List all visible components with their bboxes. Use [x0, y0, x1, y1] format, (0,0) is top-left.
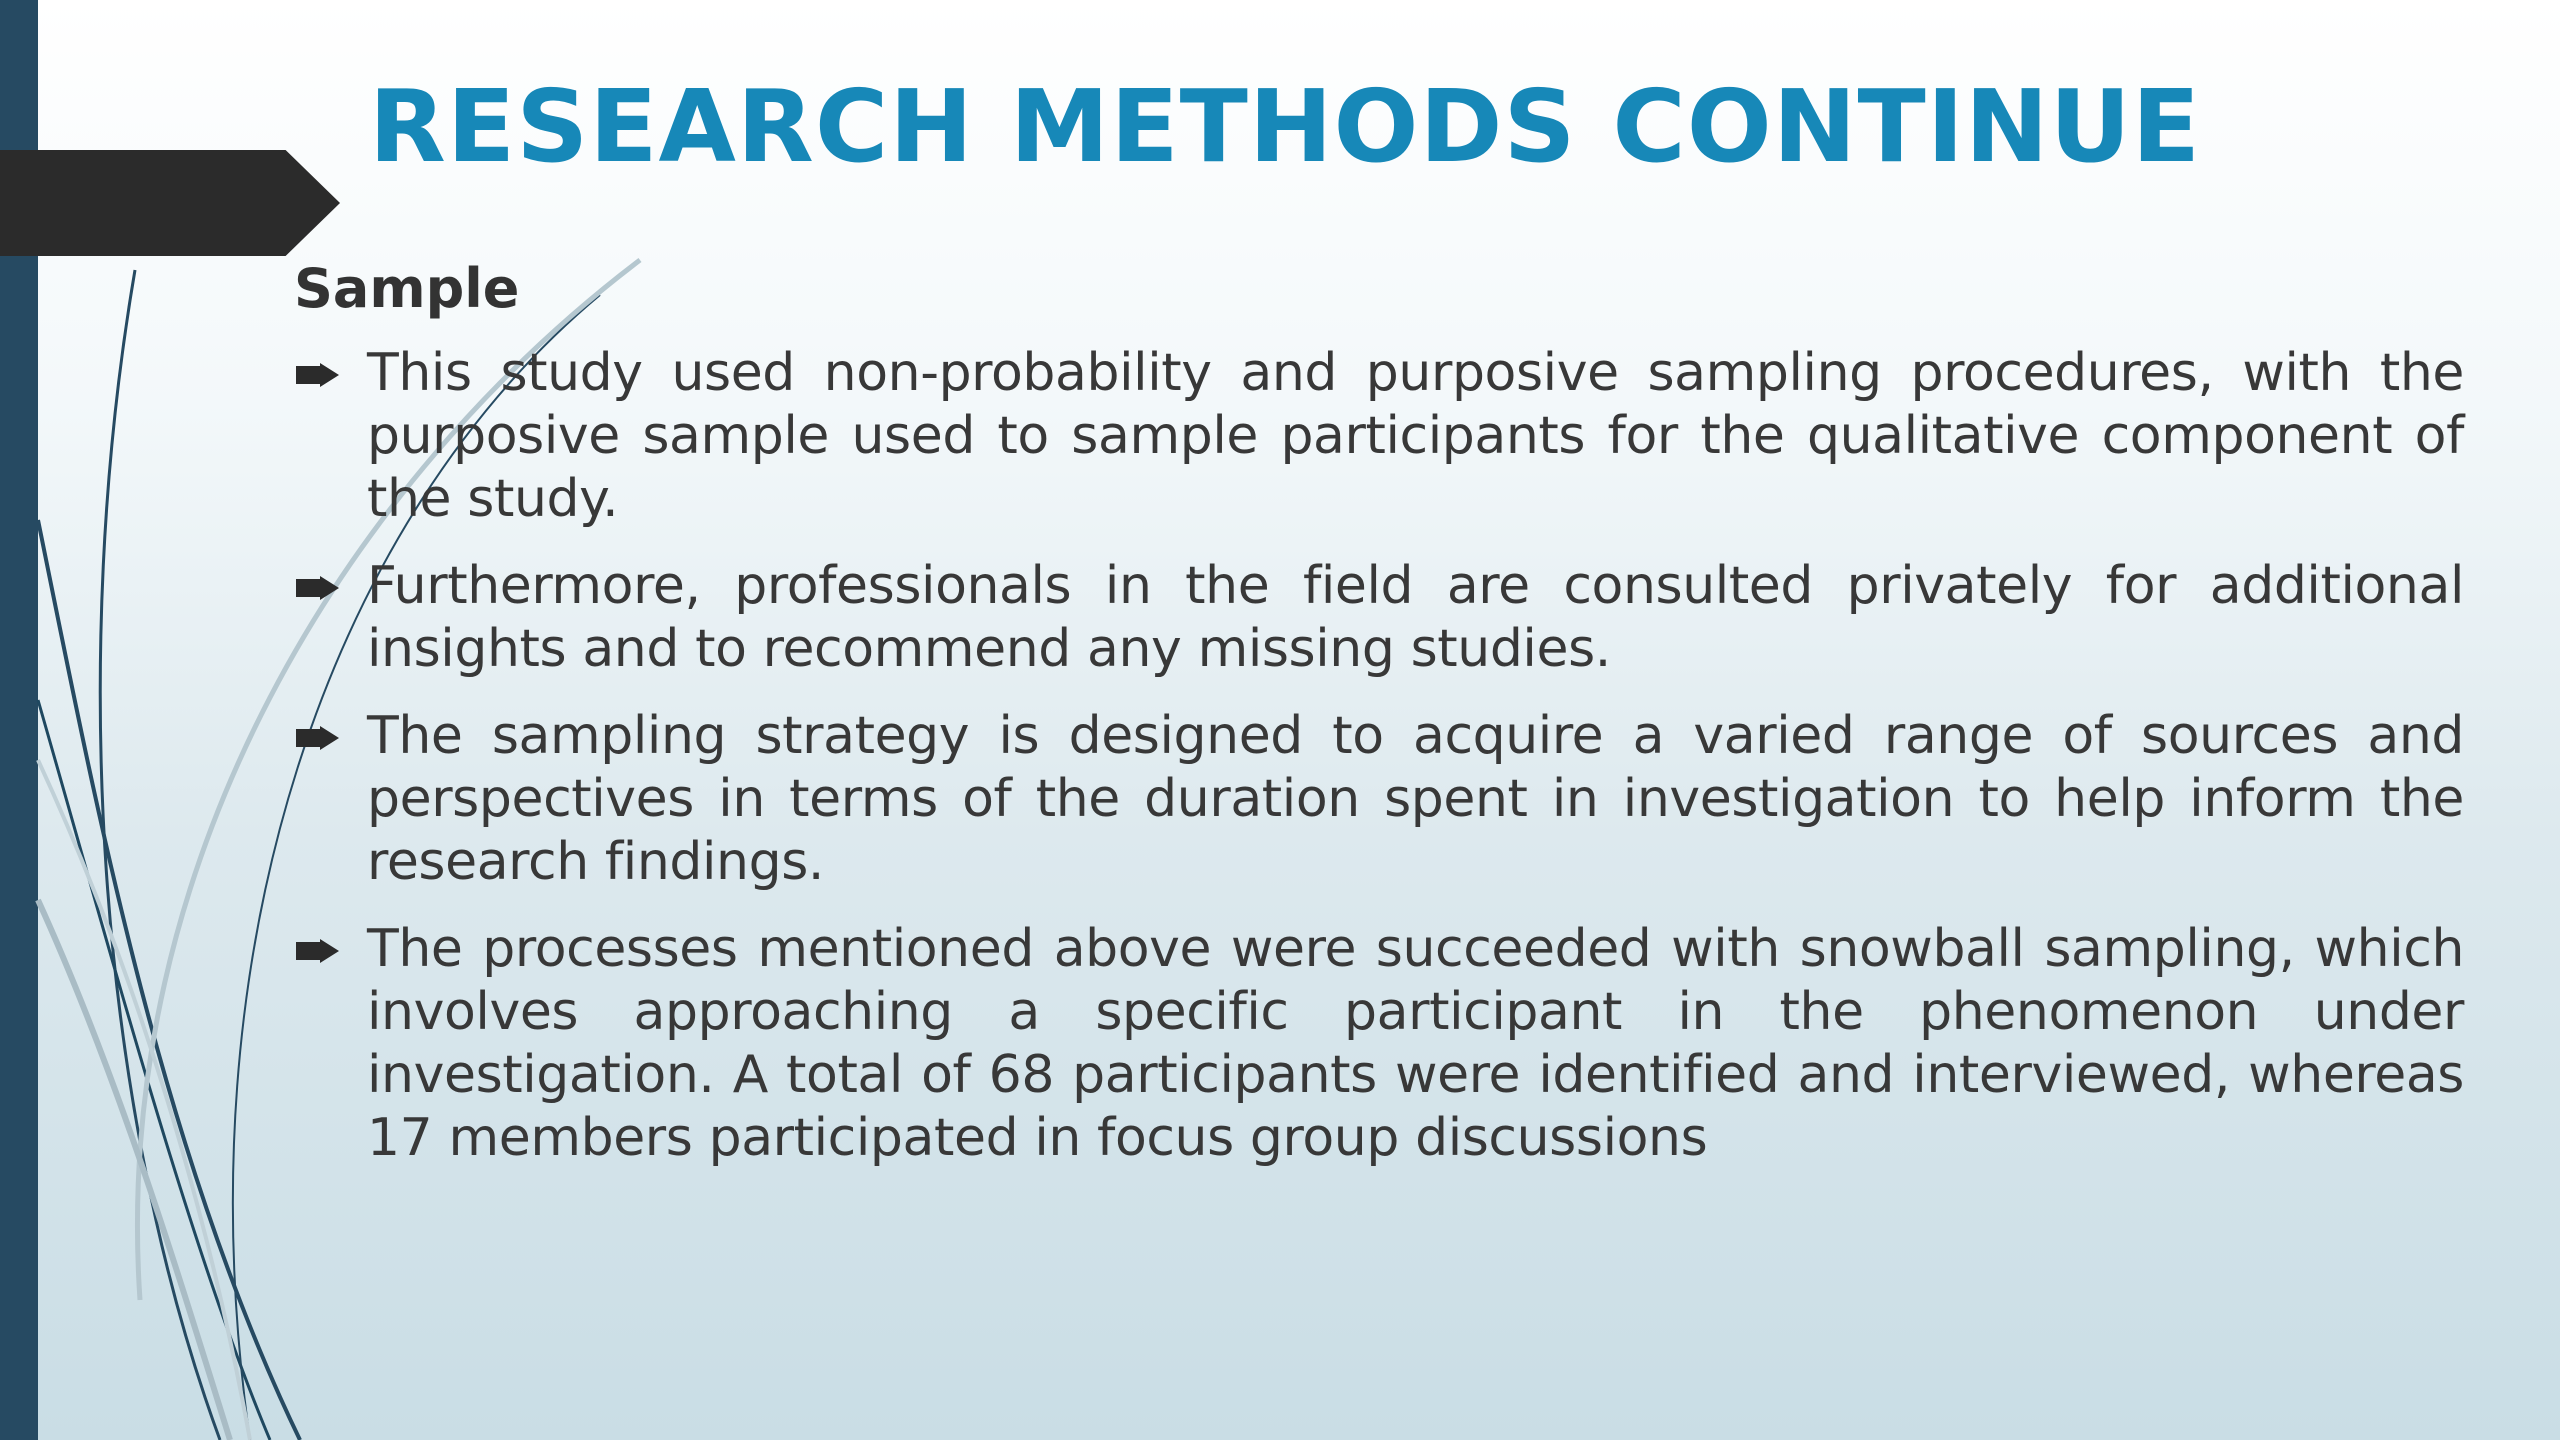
arrow-bullet-icon — [296, 726, 339, 750]
bullet-item — [294, 555, 2464, 681]
arrow-bullet-icon — [296, 363, 339, 387]
arrow-bullet-icon — [296, 939, 339, 963]
bullet-item — [294, 705, 2464, 894]
slide-title: RESEARCH METHODS CONTINUE — [368, 68, 2202, 185]
bullet-item — [294, 342, 2464, 531]
arrow-bullet-icon — [296, 576, 339, 600]
bullet-text: Furthermore, professionals in the field are consulted privately for additional insights and to recommend any missing studies. — [367, 556, 2464, 679]
bullet-item — [294, 918, 2464, 1170]
section-heading: Sample — [294, 257, 520, 320]
bullet-text: This study used non-probability and purposive sampling procedures, with the purposive sample used to sample participants for the qualitative component of the study. — [367, 343, 2464, 529]
bullet-text: The processes mentioned above were succeeded with snowball sampling, which involves approaching a specific participant in the phenomenon under investigation. A total of 68 participants were identified and interviewed, whereas 17 members participated in focus group discussions — [367, 919, 2464, 1168]
header-arrow-tab — [0, 150, 340, 256]
bullet-text: The sampling strategy is designed to acquire a varied range of sources and perspectives in terms of the duration spent in investigation to help inform the research findings. — [367, 706, 2464, 892]
slide-content — [294, 254, 2464, 1194]
